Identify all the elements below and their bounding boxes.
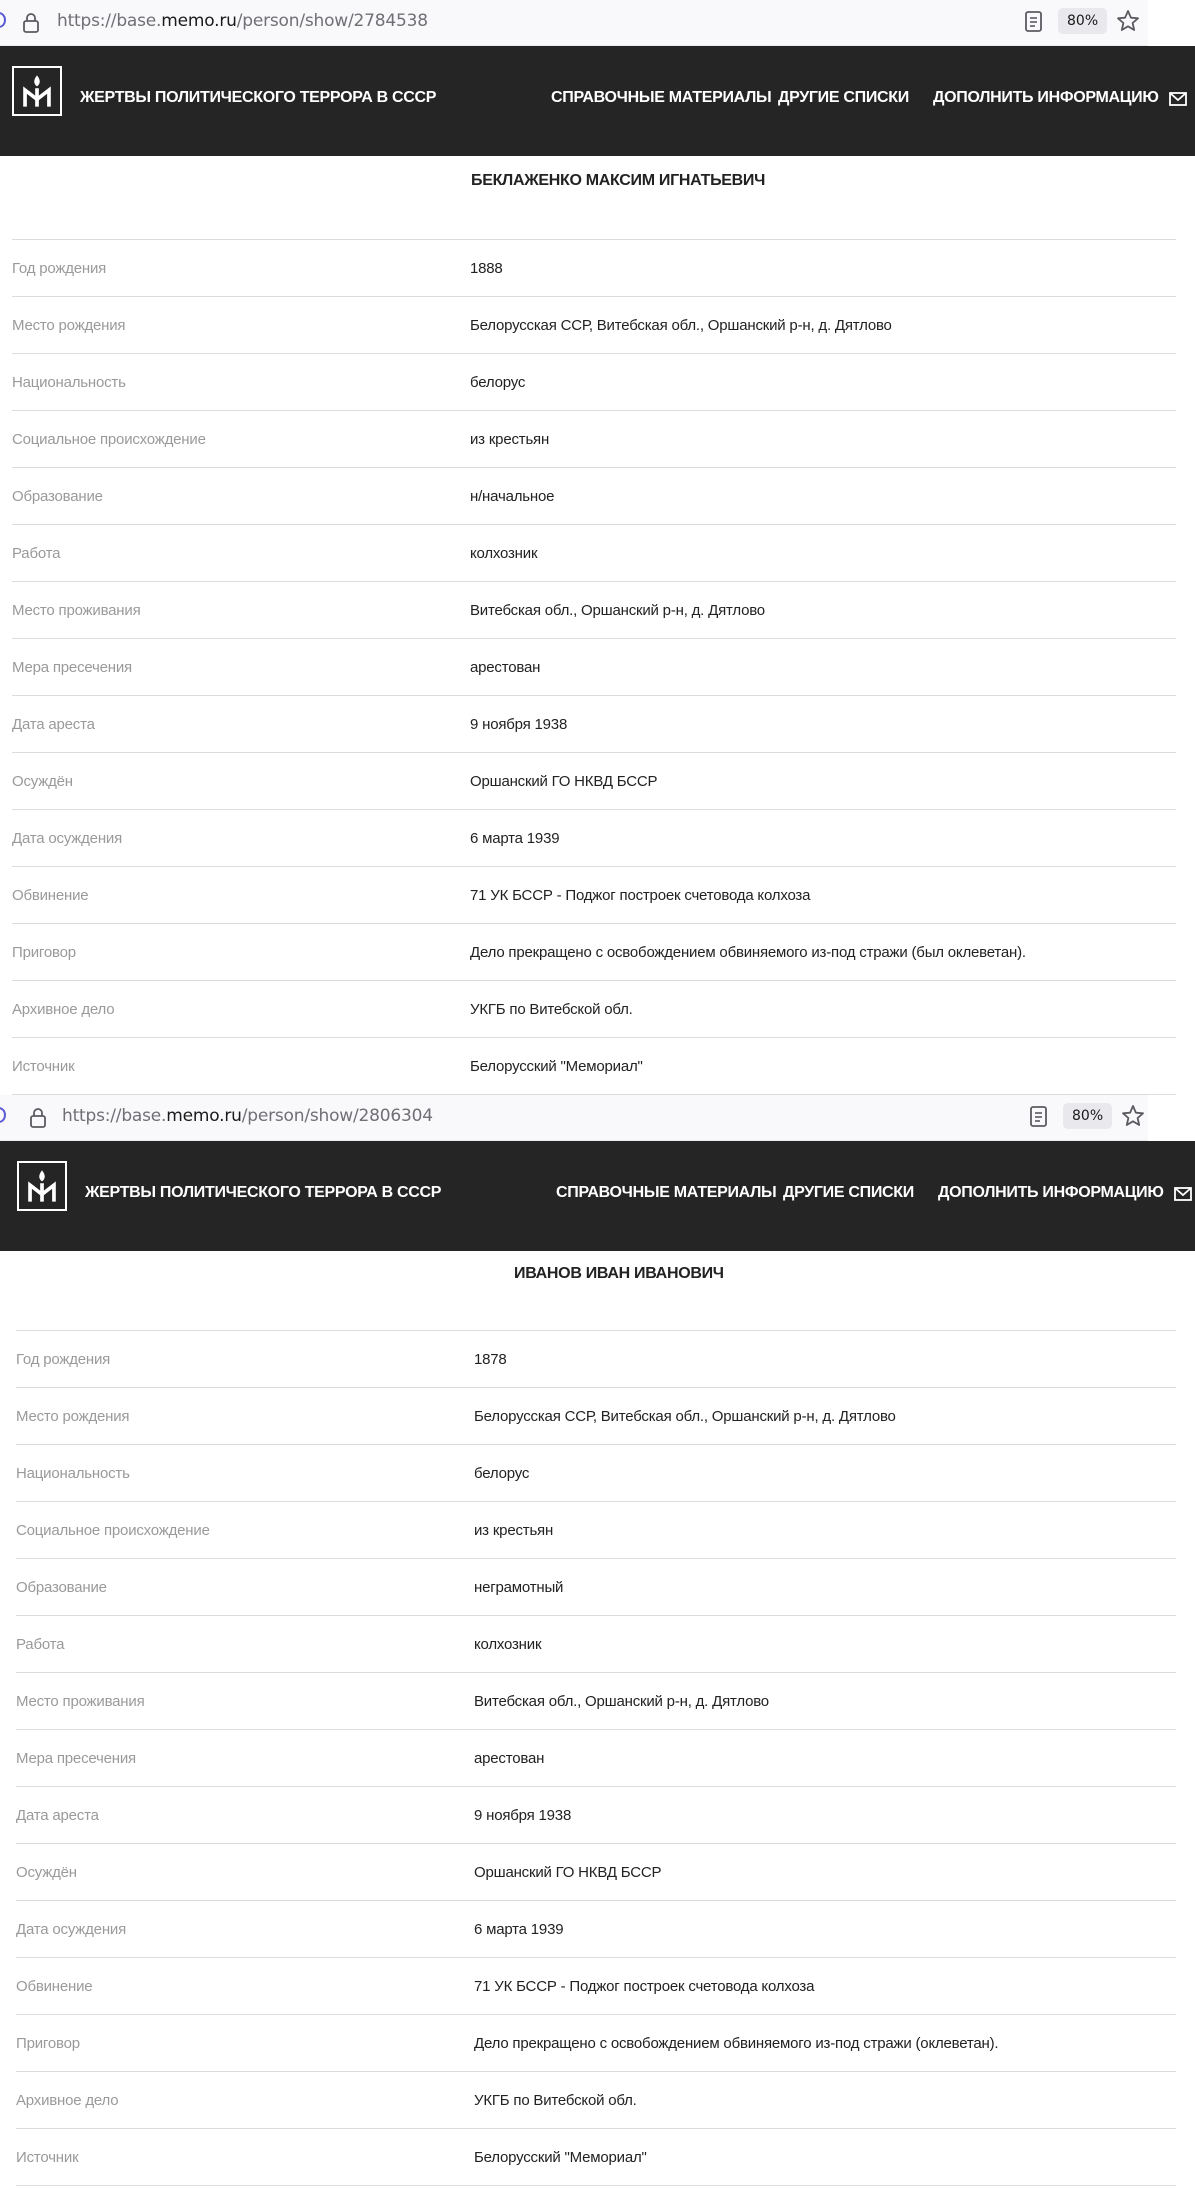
field-label: Место рождения <box>16 1408 130 1425</box>
table-row <box>16 1672 1176 1729</box>
lock-icon[interactable] <box>20 12 42 34</box>
table-row <box>16 1501 1176 1558</box>
field-label: Место проживания <box>12 602 141 619</box>
table-row <box>12 1037 1176 1094</box>
table-row <box>16 1387 1176 1444</box>
reader-view-icon[interactable] <box>1028 1105 1050 1129</box>
table-row <box>16 1957 1176 2014</box>
field-value: арестован <box>470 659 541 676</box>
field-label: Год рождения <box>16 1351 111 1368</box>
table-row <box>12 239 1176 296</box>
zoom-level-button[interactable]: 80% <box>1058 8 1107 34</box>
field-value: 71 УК БССР - Поджог построек счетовода колхоза <box>470 887 811 904</box>
field-value: Белорусский "Мемориал" <box>470 1058 643 1075</box>
url-text[interactable] <box>62 1106 433 1126</box>
nav-other-lists[interactable]: ДРУГИЕ СПИСКИ <box>778 89 909 106</box>
table-row <box>16 1615 1176 1672</box>
field-label: Обвинение <box>12 887 89 904</box>
field-label: Осуждён <box>16 1864 77 1881</box>
screenshot-2 <box>0 1095 1195 2190</box>
url-domain: memo.ru <box>166 1106 242 1126</box>
field-label: Архивное дело <box>12 1001 115 1018</box>
table-row <box>16 1786 1176 1843</box>
field-label: Работа <box>16 1636 65 1653</box>
field-label: Образование <box>12 488 103 505</box>
table-row <box>12 695 1176 752</box>
field-label: Национальность <box>16 1465 130 1482</box>
table-row <box>16 1843 1176 1900</box>
table-row <box>16 1444 1176 1501</box>
nav-reference-materials[interactable]: СПРАВОЧНЫЕ МАТЕРИАЛЫ <box>551 89 772 106</box>
address-bar[interactable] <box>0 1095 1148 1141</box>
field-value: 9 ноября 1938 <box>470 716 568 733</box>
field-value: Белорусская ССР, Витебская обл., Оршанский р-н, д. Дятлово <box>474 1408 896 1425</box>
table-row <box>12 923 1176 980</box>
field-label: Дата ареста <box>16 1807 99 1824</box>
nav-other-lists[interactable]: ДРУГИЕ СПИСКИ <box>783 1184 914 1201</box>
field-value: 1888 <box>470 260 503 277</box>
mail-icon[interactable] <box>1169 92 1187 106</box>
field-value: Витебская обл., Оршанский р-н, д. Дятлово <box>474 1693 769 1710</box>
url-prefix: https://base. <box>57 11 162 31</box>
bookmark-star-icon[interactable] <box>1120 1103 1146 1129</box>
table-row <box>16 1558 1176 1615</box>
tracking-shield-icon[interactable] <box>0 1107 6 1123</box>
field-value: н/начальное <box>470 488 555 505</box>
tracking-shield-icon[interactable] <box>0 12 6 28</box>
field-value: Белорусская ССР, Витебская обл., Оршанский р-н, д. Дятлово <box>470 317 892 334</box>
nav-reference-materials[interactable]: СПРАВОЧНЫЕ МАТЕРИАЛЫ <box>556 1184 777 1201</box>
table-row <box>12 467 1176 524</box>
field-value: неграмотный <box>474 1579 564 1596</box>
field-value: из крестьян <box>474 1522 554 1539</box>
field-value: белорус <box>470 374 526 391</box>
table-row <box>12 581 1176 638</box>
table-row <box>12 524 1176 581</box>
field-value: белорус <box>474 1465 530 1482</box>
field-value: 6 марта 1939 <box>474 1921 564 1938</box>
table-row <box>12 296 1176 353</box>
field-label: Дата осуждения <box>16 1921 127 1938</box>
memorial-logo-icon[interactable] <box>12 66 62 116</box>
bookmark-star-icon[interactable] <box>1115 8 1141 34</box>
table-row <box>12 752 1176 809</box>
lock-icon[interactable] <box>27 1107 49 1129</box>
reader-view-icon[interactable] <box>1023 10 1045 34</box>
field-label: Образование <box>16 1579 107 1596</box>
field-label: Источник <box>16 2149 79 2166</box>
field-label: Национальность <box>12 374 126 391</box>
field-value: арестован <box>474 1750 545 1767</box>
table-row <box>16 2128 1176 2185</box>
table-row <box>16 1729 1176 1786</box>
url-text[interactable] <box>57 11 428 31</box>
table-row <box>16 2071 1176 2128</box>
table-row <box>12 809 1176 866</box>
field-label: Место рождения <box>12 317 126 334</box>
field-label: Приговор <box>16 2035 80 2052</box>
field-label: Место проживания <box>16 1693 145 1710</box>
field-value: Дело прекращено с освобождением обвиняемого из-под стражи (оклеветан). <box>474 2035 999 2052</box>
person-name: БЕКЛАЖЕНКО МАКСИМ ИГНАТЬЕВИЧ <box>471 172 766 189</box>
field-value: УКГБ по Витебской обл. <box>470 1001 633 1018</box>
site-title[interactable]: ЖЕРТВЫ ПОЛИТИЧЕСКОГО ТЕРРОРА В СССР <box>80 89 437 106</box>
field-value: Витебская обл., Оршанский р-н, д. Дятлово <box>470 602 765 619</box>
field-label: Архивное дело <box>16 2092 119 2109</box>
url-path: /person/show/2784538 <box>236 11 428 31</box>
field-value: Оршанский ГО НКВД БССР <box>470 773 658 790</box>
field-label: Источник <box>12 1058 75 1075</box>
field-label: Социальное происхождение <box>16 1522 210 1539</box>
table-row <box>16 2014 1176 2071</box>
table-row <box>16 1900 1176 1957</box>
site-header <box>0 1141 1195 1251</box>
field-value: 6 марта 1939 <box>470 830 560 847</box>
table-row <box>12 353 1176 410</box>
table-row <box>16 1330 1176 1387</box>
field-value: колхозник <box>474 1636 542 1653</box>
field-value: 9 ноября 1938 <box>474 1807 572 1824</box>
table-row <box>12 410 1176 467</box>
field-label: Приговор <box>12 944 76 961</box>
zoom-level-button[interactable]: 80% <box>1063 1103 1112 1129</box>
table-end-divider <box>16 2185 1176 2186</box>
field-value: колхозник <box>470 545 538 562</box>
field-value: Оршанский ГО НКВД БССР <box>474 1864 662 1881</box>
table-row <box>12 638 1176 695</box>
nav-add-information[interactable]: ДОПОЛНИТЬ ИНФОРМАЦИЮ <box>933 89 1159 106</box>
field-value: Дело прекращено с освобождением обвиняемого из-под стражи (был оклеветан). <box>470 944 1026 961</box>
field-value: 71 УК БССР - Поджог построек счетовода колхоза <box>474 1978 815 1995</box>
person-name: ИВАНОВ ИВАН ИВАНОВИЧ <box>514 1265 724 1282</box>
site-header <box>0 46 1195 156</box>
memorial-logo-icon[interactable] <box>17 1161 67 1211</box>
nav-add-information[interactable]: ДОПОЛНИТЬ ИНФОРМАЦИЮ <box>938 1184 1164 1201</box>
field-label: Мера пресечения <box>16 1750 136 1767</box>
address-bar[interactable] <box>0 0 1148 46</box>
field-label: Дата осуждения <box>12 830 123 847</box>
url-prefix: https://base. <box>62 1106 167 1126</box>
url-domain: memo.ru <box>161 11 237 31</box>
field-label: Обвинение <box>16 1978 93 1995</box>
field-label: Осуждён <box>12 773 73 790</box>
field-label: Год рождения <box>12 260 107 277</box>
table-row <box>12 866 1176 923</box>
field-label: Социальное происхождение <box>12 431 206 448</box>
field-value: Белорусский "Мемориал" <box>474 2149 647 2166</box>
url-path: /person/show/2806304 <box>241 1106 433 1126</box>
field-value: УКГБ по Витебской обл. <box>474 2092 637 2109</box>
field-label: Работа <box>12 545 61 562</box>
site-title[interactable]: ЖЕРТВЫ ПОЛИТИЧЕСКОГО ТЕРРОРА В СССР <box>85 1184 442 1201</box>
field-value: из крестьян <box>470 431 550 448</box>
field-value: 1878 <box>474 1351 507 1368</box>
field-label: Мера пресечения <box>12 659 132 676</box>
table-row <box>12 980 1176 1037</box>
field-label: Дата ареста <box>12 716 95 733</box>
mail-icon[interactable] <box>1174 1187 1192 1201</box>
